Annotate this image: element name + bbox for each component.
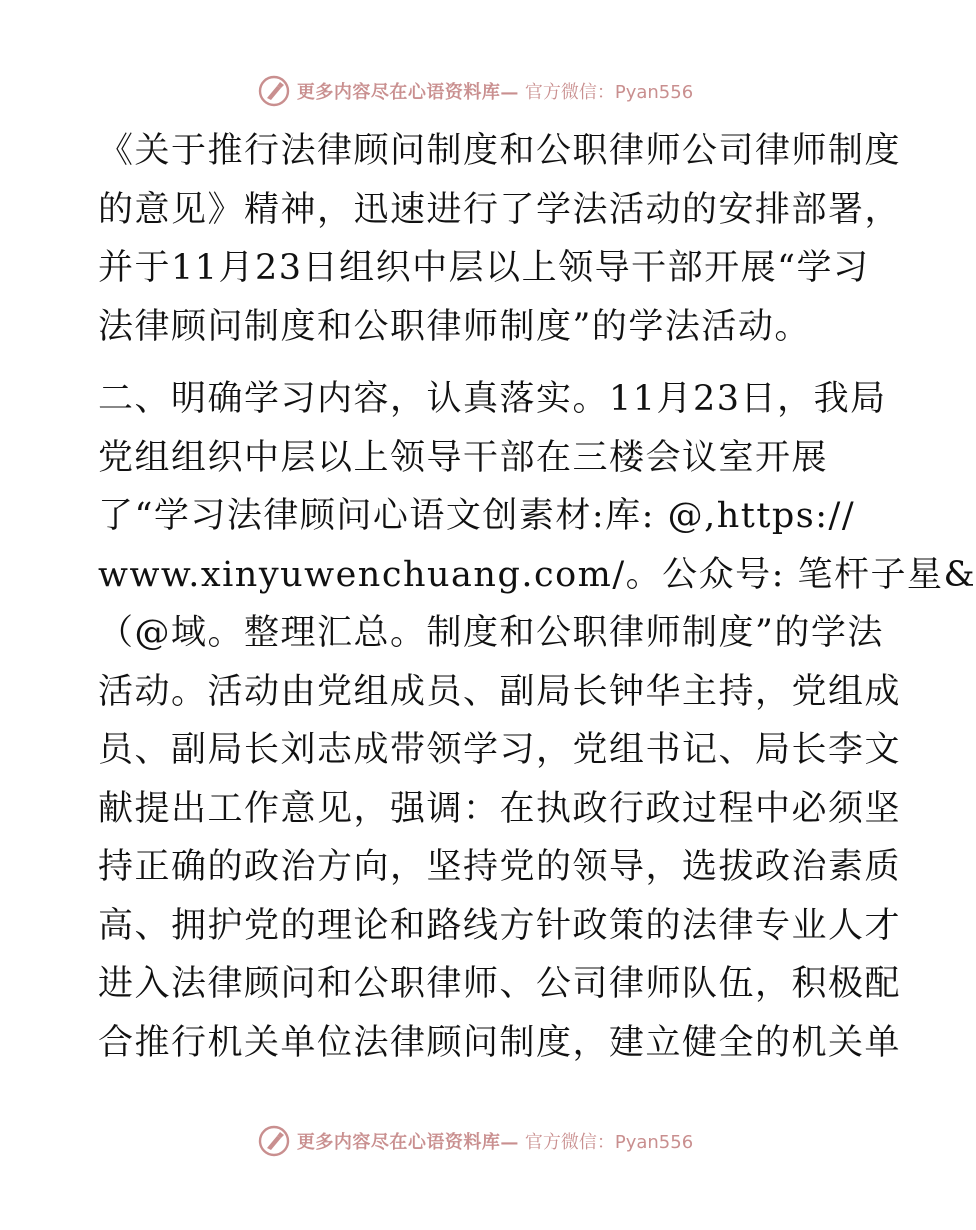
watermark-text: 更多内容尽在心语资料库—: [296, 82, 519, 103]
text-line: 献提出工作意见，强调：在执政行政过程中必须坚: [98, 788, 902, 829]
watermark-wechat: 官方微信：Pyan556: [524, 82, 694, 103]
text-line: 持正确的政治方向，坚持党的领导，选拔政治素质: [98, 847, 902, 887]
text-line: www.xinyuwenchuang.com/。公众号: 笔杆子星&: [98, 554, 976, 595]
footer-watermark: [0, 1121, 950, 1161]
paragraph-2: [98, 370, 976, 1072]
text-line: 党组组织中层以上领导干部在三楼会议室开展: [98, 437, 829, 478]
text-line: 的意见》精神，迅速进行了学法活动的安排部署，: [98, 189, 902, 230]
paragraph-1: [98, 122, 902, 356]
text-line: 了“学习法律顾问心语文创素材:库: @,https://: [98, 496, 856, 536]
paragraph-gap: [98, 356, 858, 370]
pen-nib-circle-icon: [257, 74, 291, 108]
text-line: 二、明确学习内容，认真落实。11月23日，我局: [98, 379, 887, 419]
text-line: 合推行机关单位法律顾问制度，建立健全的机关单: [98, 1022, 902, 1063]
text-line: 活动。活动由党组成员、副局长钟华主持，党组成: [98, 671, 902, 712]
text-line: 法律顾问制度和公职律师制度”的学法活动。: [98, 306, 811, 347]
watermark-text: 更多内容尽在心语资料库—: [296, 1132, 519, 1153]
header-watermark: [0, 71, 950, 111]
text-line: 《关于推行法律顾问制度和公职律师公司律师制度: [98, 131, 902, 171]
text-line: 并于11月23日组织中层以上领导干部开展“学习: [98, 248, 870, 288]
document-body: [98, 122, 976, 1072]
pen-nib-circle-icon: [257, 1124, 291, 1158]
text-line: 员、副局长刘志成带领学习，党组书记、局长李文: [98, 730, 902, 770]
watermark-wechat: 官方微信：Pyan556: [524, 1132, 694, 1153]
text-line: 高、拥护党的理论和路线方针政策的法律专业人才: [98, 905, 902, 946]
text-line: （@域。整理汇总。制度和公职律师制度”的学法: [98, 613, 884, 653]
text-line: 进入法律顾问和公职律师、公司律师队伍，积极配: [98, 964, 902, 1004]
